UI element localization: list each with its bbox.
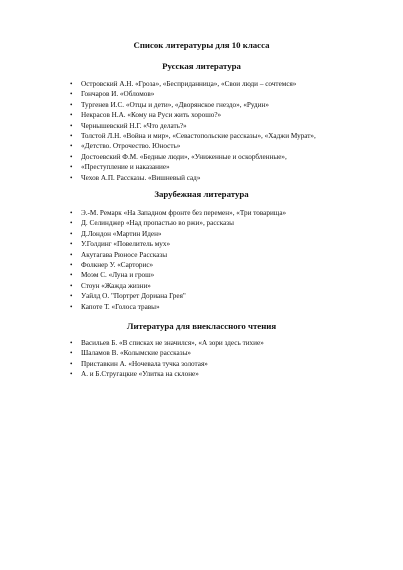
list-item	[70, 369, 390, 379]
list-item-text: Островский А.Н. «Гроза», «Бесприданница», «Свои люди – сочтемся»	[81, 80, 297, 88]
list-item	[70, 260, 390, 270]
bullet-icon: •	[70, 219, 73, 228]
list-item-text: Тургенев И.С. «Отцы и дети», «Дворянское гнездо», «Рудин»	[81, 100, 269, 109]
bullet-icon: •	[70, 292, 73, 301]
list-item	[70, 302, 390, 312]
reading-list-foreign	[70, 208, 390, 312]
bullet-icon: •	[70, 80, 73, 88]
bullet-icon: •	[70, 163, 73, 172]
list-item	[70, 100, 390, 110]
list-item	[70, 162, 390, 172]
list-item-text: Э.-М. Ремарк «На Западном фронте без перемен», «Три товарища»	[81, 209, 287, 217]
list-item	[70, 131, 390, 141]
bullet-icon: •	[70, 152, 73, 161]
bullet-icon: •	[70, 229, 73, 238]
bullet-icon: •	[70, 132, 73, 141]
list-item-text: А. и Б.Стругацкие «Улитка на склоне»	[81, 370, 199, 379]
list-item	[70, 270, 390, 280]
list-item	[70, 141, 390, 151]
bullet-icon: •	[70, 240, 73, 249]
list-item	[70, 359, 390, 369]
bullet-icon: •	[70, 302, 73, 311]
section-title-foreign: Зарубежная литература	[154, 189, 249, 199]
bullet-icon: •	[70, 271, 73, 280]
list-item	[70, 281, 390, 291]
list-item	[70, 173, 390, 183]
bullet-icon: •	[70, 359, 73, 368]
list-item-text: Акутагава Рюносе Рассказы	[81, 250, 168, 259]
list-item-text: Уайлд О. "Портрет Дориана Грея"	[81, 292, 186, 301]
list-item-text: Фолкнер У. «Сарторис»	[81, 261, 154, 270]
list-item	[70, 348, 390, 358]
bullet-icon: •	[70, 339, 73, 347]
list-item-text: Некрасов Н.А. «Кому на Руси жить хорошо?»	[81, 111, 222, 120]
bullet-icon: •	[70, 250, 73, 259]
list-item-text: Достоевский Ф.М. «Бедные люди», «Униженные и оскорбленные»,	[81, 152, 287, 161]
bullet-icon: •	[70, 121, 73, 130]
section-title-extracurricular: Литература для внеклассного чтения	[126, 321, 277, 331]
list-item-text: Шаламов В. «Колымские рассказы»	[81, 349, 192, 358]
bullet-icon: •	[70, 111, 73, 120]
list-item	[70, 110, 390, 120]
list-item	[70, 250, 390, 260]
list-item-text: Чехов А.П. Рассказы. «Вишневый сад»	[81, 173, 201, 182]
bullet-icon: •	[70, 173, 73, 182]
list-item-text: Приставкин А. «Ночевала тучка золотая»	[81, 359, 208, 368]
list-item-text: Гончаров И. «Обломов»	[81, 90, 155, 99]
list-item-text: Д. Селинджер «Над пропастью во ржи», рассказы	[81, 219, 234, 228]
reading-list-extracurricular	[70, 338, 390, 380]
list-item	[70, 239, 390, 249]
list-item	[70, 152, 390, 162]
list-item	[70, 89, 390, 99]
list-item	[70, 229, 390, 239]
list-item-text: Чернышевский Н.Г. «Что делать?»	[81, 121, 187, 130]
reading-list-russian	[70, 79, 390, 183]
bullet-icon: •	[70, 100, 73, 109]
bullet-icon: •	[70, 281, 73, 290]
list-item-text: Стоун «Жажда жизни»	[81, 281, 151, 290]
document-title: Список литературы для 10 класса	[133, 40, 270, 50]
list-item	[70, 291, 390, 301]
list-item-text: Д.Лондон «Мартин Иден»	[81, 229, 162, 238]
section-title-russian: Русская литература	[162, 61, 241, 71]
list-item	[70, 208, 390, 218]
list-item	[70, 121, 390, 131]
list-item	[70, 79, 390, 89]
bullet-icon: •	[70, 370, 73, 379]
bullet-icon: •	[70, 349, 73, 358]
list-item-text: Васильев Б. «В списках не значился», «А зори здесь тихие»	[81, 339, 264, 347]
list-item-text: «Детство. Отрочество. Юность»	[81, 142, 181, 151]
list-item-text: Толстой Л.Н. «Война и мир», «Севастопольские рассказы», «Хаджи Мурат»,	[81, 132, 316, 141]
list-item-text: Моэм С. «Луна и грош»	[81, 271, 155, 280]
list-item-text: Капоте Т. «Голоса травы»	[81, 302, 160, 311]
bullet-icon: •	[70, 209, 73, 217]
bullet-icon: •	[70, 261, 73, 270]
bullet-icon: •	[70, 142, 73, 151]
bullet-icon: •	[70, 90, 73, 99]
list-item	[70, 338, 390, 348]
list-item-text: «Преступление и наказание»	[81, 163, 170, 172]
list-item-text: У.Голдинг «Повелитель мух»	[81, 240, 171, 249]
list-item	[70, 218, 390, 228]
